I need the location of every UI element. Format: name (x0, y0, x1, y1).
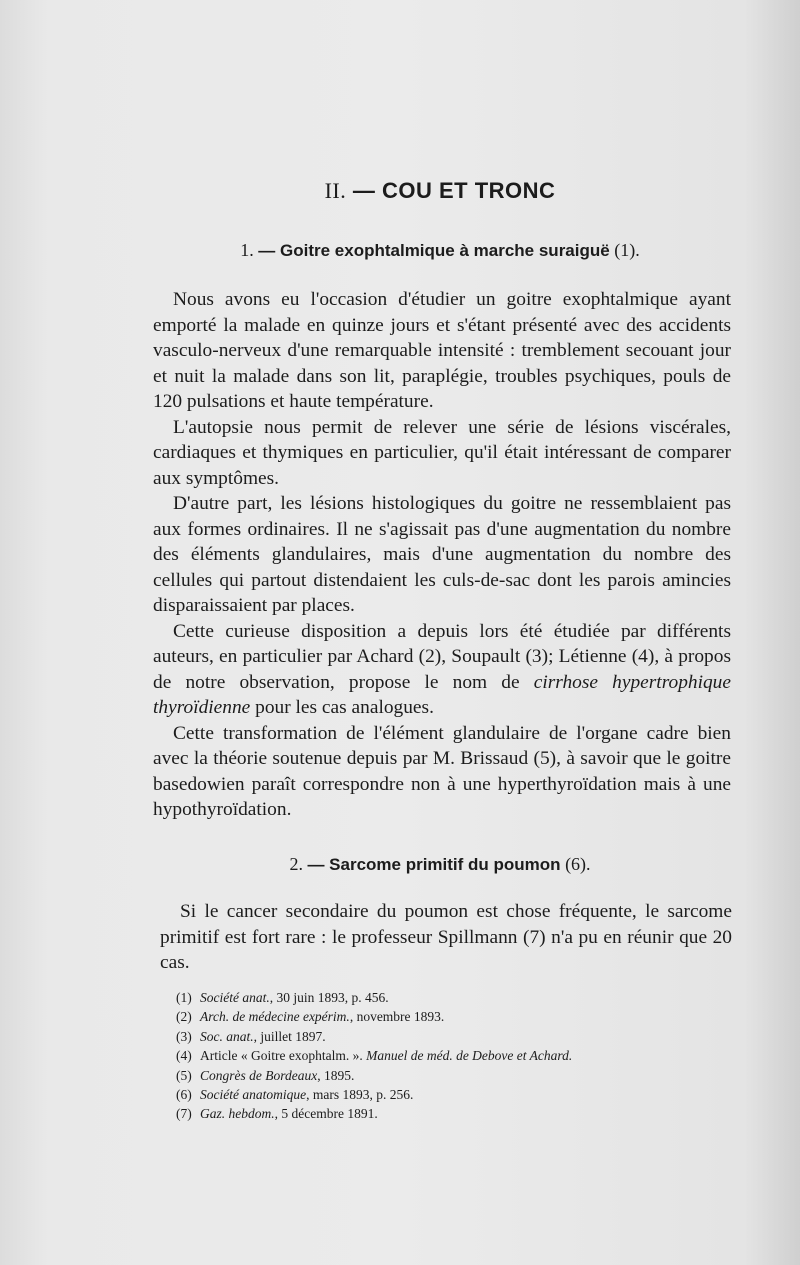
footnote (176, 1104, 736, 1123)
footnote-source: Soc. anat. (200, 1028, 254, 1044)
footnote (176, 1066, 736, 1085)
footnote-detail: , mars 1893, p. 256. (306, 1087, 414, 1103)
section-title (150, 178, 730, 204)
footnotes (176, 988, 736, 1124)
footnote-source: Manuel de méd. de Debove et Achard. (366, 1048, 573, 1064)
footnote-number: (2) (176, 1009, 192, 1025)
footnote-detail: , 1895. (317, 1067, 355, 1083)
paragraph: Si le cancer secondaire du poumon est chose fréquente, le sarcome primitif est fort rare : le professeur Spillmann (7) n'a pu en réunir que 20 cas. (160, 901, 732, 973)
footnote-source: Congrès de Bordeaux (200, 1067, 318, 1083)
footnote-detail: , 5 décembre 1891. (274, 1106, 378, 1122)
paragraph: Cette transformation de l'élément glandulaire de l'organe cadre bien avec la théorie soutenue depuis par M. Brissaud (5), à savoir que le goitre basedowien paraît correspondre non à une hyperthyroïdation mais à une hypothyroïdation. (153, 722, 731, 820)
footnote-number: (4) (176, 1048, 192, 1064)
footnote-source: Arch. de médecine expérim. (200, 1009, 350, 1025)
footnote-source: Société anat. (200, 990, 270, 1005)
footnote-number: (5) (176, 1067, 192, 1083)
body-text-2 (160, 899, 732, 976)
footnote-number: (3) (176, 1028, 192, 1044)
paragraph: L'autopsie nous permit de relever une série de lésions viscérales, cardiaques et thymiques en particulier, qu'il était intéressant de comparer aux symptômes. (153, 416, 731, 489)
body-text-1 (153, 287, 731, 823)
paragraph: Nous avons eu l'occasion d'étudier un goitre exophtalmique ayant emporté la malade en quinze jours et s'étant présenté avec des accidents vasculo-nerveux d'une remarquable intensité : tremblement secouant jour et nuit la malade dans son lit, paraplégie, troubles psychiques, pouls de 120 pulsations et haute température. (153, 289, 731, 412)
footnote-detail: , 30 juin 1893, p. 456. (269, 990, 389, 1005)
footnote-detail: , novembre 1893. (349, 1009, 445, 1025)
text-run: Cette curieuse disposition a depuis lors été étudiée par différents auteurs, en particulier par Achard (2), Soupault (3); Létienne (4), à propos de notre observation, propose le nom de (153, 620, 731, 693)
subsection-ref: (1). (614, 240, 640, 260)
footnote (176, 988, 736, 1007)
subsection-title: — Sarcome primitif du poumon (307, 855, 561, 874)
paragraph: D'autre part, les lésions histologiques du goitre ne ressemblaient pas aux formes ordinaires. Il ne s'agissait pas d'une augmentation du nombre des éléments glandulaires, mais d'une augmentation du nombre des cellules qui partout distendaient les culs-de-sac dont les parois amincies disparaissaient par places. (153, 493, 731, 616)
subsection-heading-1 (150, 240, 730, 261)
subsection-number: 2. (289, 854, 303, 874)
footnote-prefix: Article « Goitre exophtalm. ». (200, 1048, 367, 1064)
paragraph (153, 619, 731, 721)
subsection-number: 1. (240, 240, 254, 260)
italic-term: cirrhose hypertrophique thyroïdienne (153, 671, 731, 718)
section-number: II. (324, 178, 347, 203)
footnote-source: Gaz. hebdom. (200, 1106, 275, 1122)
footnote-number: (6) (176, 1087, 192, 1103)
footnote (176, 1027, 736, 1046)
footnote-detail: , juillet 1897. (253, 1028, 326, 1044)
subsection-ref: (6). (565, 854, 591, 874)
footnote (176, 1046, 736, 1065)
footnote-source: Société anatomique (200, 1087, 307, 1103)
footnote-number: (7) (176, 1106, 192, 1122)
footnote-number: (1) (176, 990, 192, 1005)
subsection-title: — Goitre exophtalmique à marche suraiguë (258, 241, 610, 260)
footnote (176, 1085, 736, 1104)
footnote (176, 1007, 736, 1026)
text-run: pour les cas analogues. (250, 697, 434, 718)
section-title-text: — COU ET TRONC (352, 178, 556, 203)
subsection-heading-2 (150, 854, 730, 875)
